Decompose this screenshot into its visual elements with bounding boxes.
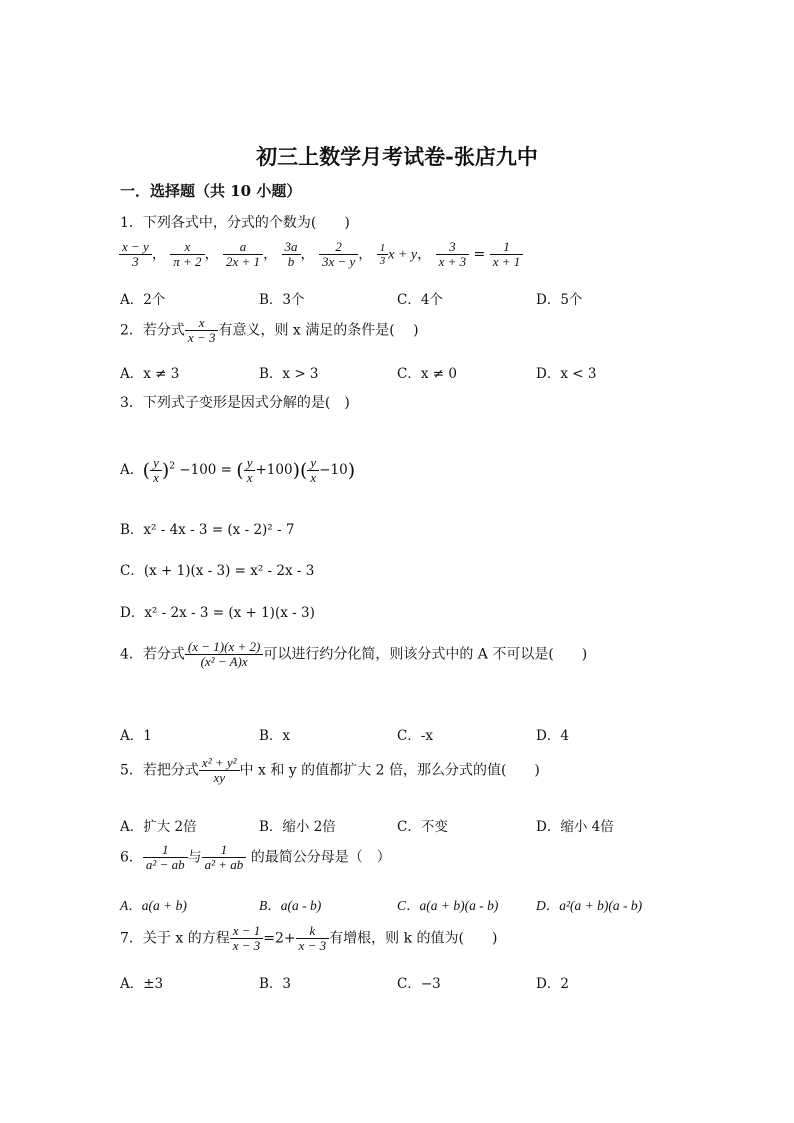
fraction: $\frac{1}{3}$ (377, 242, 389, 267)
question-3-option-a: A. ( $\frac{y}{x}$ )$^2$ −100 = ( $\frac{y}{x}$ +100)( $\frac{y}{x}$ −10) (120, 455, 356, 485)
question-1-expressions: $\frac{x - y}{3}$ ， $\frac{x}{\pi + 2}$ ， $\frac{a}{2x + 1}$ ， $\frac{3a}{b}$ ， $\frac{2}{3x - y}$ ， $\frac{1}{3}$ x + y， $\frac{3}{x + 3}$ = $\frac{1}{x + 1}$ (119, 240, 523, 269)
fraction: $\frac{x}{x - 3}$ (185, 316, 219, 345)
question-6-option-c: C．a(a + b)(a - b) (397, 898, 499, 913)
question-6-option-a: A．a(a + b) (120, 898, 187, 913)
question-2-option-a: A．x ≠ 3 (120, 366, 180, 382)
question-5-option-b: B．缩小 2倍 (259, 819, 336, 835)
question-7-option-a: A．±3 (120, 976, 164, 992)
fraction: $\frac{x - y}{3}$ (119, 240, 152, 269)
fraction: $\frac{x}{\pi + 2}$ (170, 240, 204, 269)
question-5-option-c: C．不变 (397, 819, 448, 835)
fraction: $\frac{1}{\text{a² + ab}}$ (202, 843, 247, 872)
question-1-option-c: C．4个 (397, 292, 443, 308)
question-1-option-a: A．2个 (120, 292, 166, 308)
question-4-option-d: D．4 (536, 728, 569, 744)
page-title: 初三上数学月考试卷-张店九中 (256, 144, 538, 169)
question-4-option-c: C．-x (397, 728, 434, 744)
question-3-option-d: D．x² - 2x - 3 = (x + 1)(x - 3) (120, 605, 315, 621)
fraction: $\frac{k}{x - 3}$ (296, 924, 330, 953)
fraction: $\frac{\text{x² + y²}}{xy}$ (199, 756, 240, 785)
question-7-option-d: D．2 (536, 976, 569, 992)
question-6-stem: 6． $\frac{1}{\text{a² − ab}}$ 与 $\frac{1}{\text{a² + ab}}$ 的最简公分母是（ ） (120, 842, 391, 872)
question-5-stem: 5．若把分式 $\frac{\text{x² + y²}}{xy}$ 中 x 和 y 的值都扩大 2 倍，那么分式的值( ) (120, 755, 540, 785)
question-4-option-b: B．x (259, 728, 291, 744)
question-1-option-d: D．5个 (536, 292, 583, 308)
fraction: $\frac{y}{x}$ (244, 456, 256, 485)
question-5-option-d: D．缩小 4倍 (536, 819, 614, 835)
section-heading: 一．选择题（共 10 小题） (120, 182, 302, 200)
fraction: $\frac{3a}{b}$ (282, 240, 301, 269)
question-7-stem: 7．关于 x 的方程 $\frac{x - 1}{x - 3}$ =2+ $\frac{k}{x - 3}$ 有增根，则 k 的值为( ) (120, 923, 498, 953)
question-7-option-c: C．−3 (397, 976, 441, 992)
question-6-option-b: B．a(a - b) (259, 898, 322, 913)
question-7-option-b: B．3 (259, 976, 292, 992)
question-2-stem: 2．若分式 $\frac{x}{x - 3}$ 有意义，则 x 满足的条件是( ) (120, 315, 419, 345)
fraction: $\frac{(x - 1)(x + 2)}{\text{(x² − A)x}}$ (185, 640, 263, 669)
fraction: $\frac{3}{x + 3}$ (436, 240, 470, 269)
question-1-option-b: B．3个 (259, 292, 305, 308)
question-3-option-b: B．x² - 4x - 3 = (x - 2)² - 7 (120, 522, 295, 538)
question-4-stem: 4．若分式 $\frac{(x - 1)(x + 2)}{\text{(x² − A)x}}$ 可以进行约分化简，则该分式中的 A 不可以是( ) (120, 639, 588, 669)
question-3-option-c: C．(x + 1)(x - 3) = x² - 2x - 3 (120, 563, 315, 579)
question-2-option-d: D．x < 3 (536, 366, 597, 382)
fraction: $\frac{1}{x + 1}$ (490, 240, 524, 269)
question-2-option-c: C．x ≠ 0 (397, 366, 457, 382)
question-2-option-b: B．x > 3 (259, 366, 319, 382)
fraction: $\frac{y}{x}$ (150, 456, 162, 485)
fraction: $\frac{a}{2x + 1}$ (223, 240, 263, 269)
fraction: $\frac{y}{x}$ (307, 456, 319, 485)
question-6-option-d: D．a²(a + b)(a - b) (536, 898, 643, 913)
question-4-option-a: A．1 (120, 728, 152, 744)
question-3-stem: 3．下列式子变形是因式分解的是( ) (120, 395, 350, 411)
question-5-option-a: A．扩大 2倍 (120, 819, 197, 835)
question-1-stem: 1．下列各式中，分式的个数为( ) (120, 215, 350, 231)
fraction: $\frac{1}{\text{a² − ab}}$ (143, 843, 188, 872)
fraction: $\frac{x - 1}{x - 3}$ (230, 924, 264, 953)
fraction: $\frac{2}{3x - y}$ (319, 240, 358, 269)
